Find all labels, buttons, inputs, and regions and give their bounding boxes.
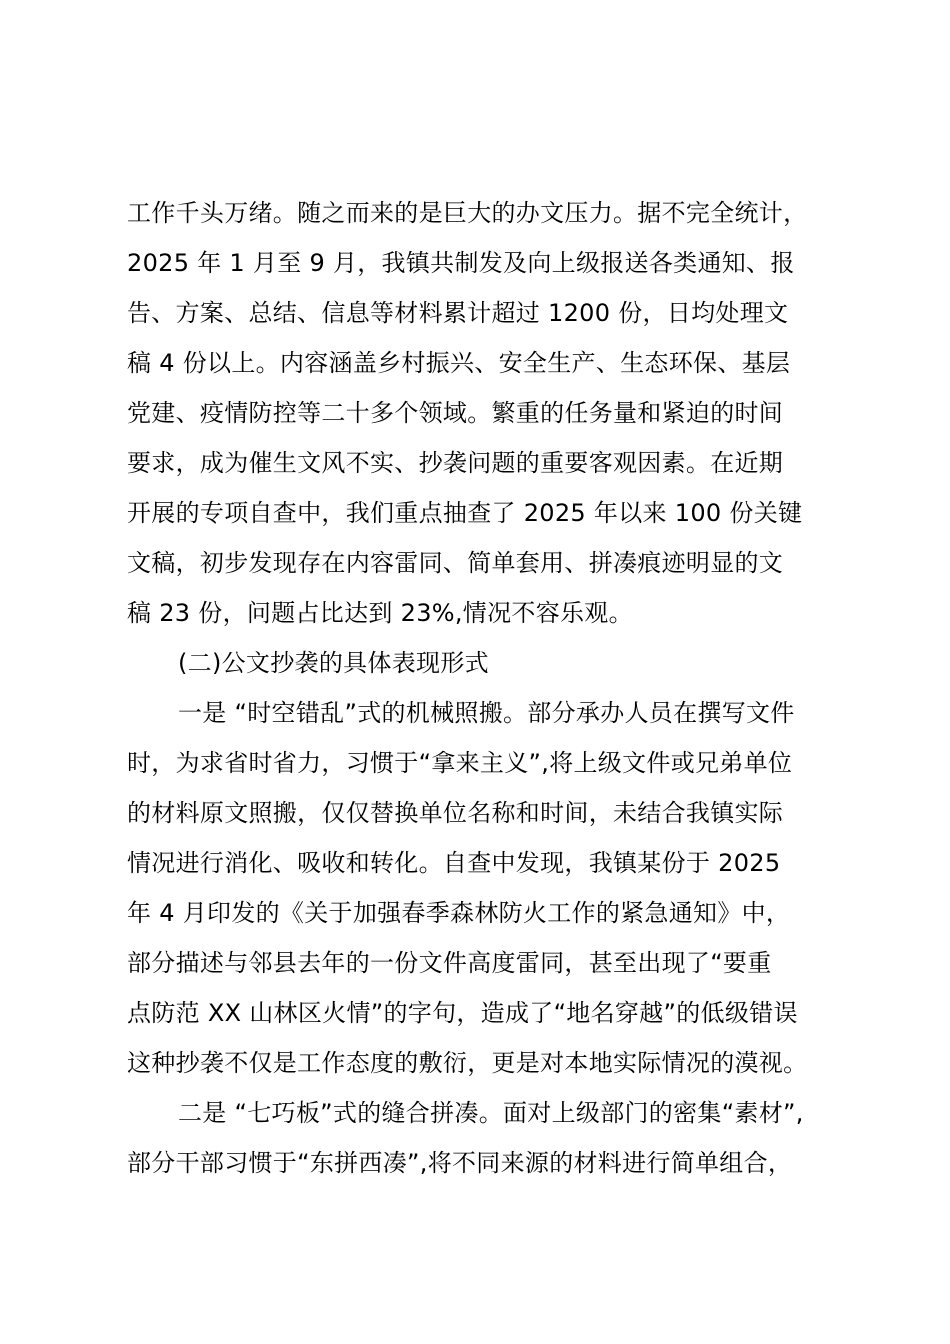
text-line: 告、方案、总结、信息等材料累计超过 1200 份，日均处理文 [127,299,789,327]
text-line: 党建、疫情防控等二十多个领域。繁重的任务量和紧迫的时间 [127,399,784,427]
text-line: 这种抄袭不仅是工作态度的敷衍，更是对本地实际情况的漠视。 [127,1049,808,1077]
text-line: 要求，成为催生文风不实、抄袭问题的重要客观因素。在近期 [127,449,784,477]
text-line: 稿 23 份，问题占比达到 23%,情况不容乐观。 [127,599,633,627]
text-line: 的材料原文照搬，仅仅替换单位名称和时间，未结合我镇实际 [127,799,784,827]
text-line: 一是 “时空错乱”式的机械照搬。部分承办人员在撰写文件 [178,699,795,727]
heading-text: (二)公文抄袭的具体表现形式 [178,649,489,677]
paragraph-statistics [127,188,827,638]
document-body [127,188,827,1188]
text-line: 2025 年 1 月至 9 月，我镇共制发及向上级报送各类通知、报 [127,249,795,277]
text-line: 情况进行消化、吸收和转化。自查中发现，我镇某份于 2025 [127,849,781,877]
text-line: 点防范 XX 山林区火情”的字句，造成了“地名穿越”的低级错误 [127,999,798,1027]
text-line: 部分描述与邻县去年的一份文件高度雷同，甚至出现了“要重 [127,949,772,977]
text-line: 部分干部习惯于“东拼西凑”,将不同来源的材料进行简单组合， [127,1149,793,1177]
text-line: 稿 4 份以上。内容涵盖乡村振兴、安全生产、生态环保、基层 [127,349,791,377]
text-line: 文稿，初步发现存在内容雷同、简单套用、拼凑痕迹明显的文 [127,549,784,577]
text-line: 开展的专项自查中，我们重点抽查了 2025 年以来 100 份关键 [127,499,803,527]
text-line: 二是 “七巧板”式的缝合拼凑。面对上级部门的密集“素材”, [178,1099,804,1127]
text-line: 时，为求省时省力，习惯于“拿来主义”,将上级文件或兄弟单位 [127,749,793,777]
section-heading [127,638,827,688]
paragraph-patchwork [127,1088,827,1188]
text-line: 年 4 月印发的《关于加强春季森林防火工作的紧急通知》中， [127,899,791,927]
text-line: 工作千头万绪。随之而来的是巨大的办文压力。据不完全统计， [127,199,808,227]
paragraph-mechanical-copying [127,688,827,1088]
